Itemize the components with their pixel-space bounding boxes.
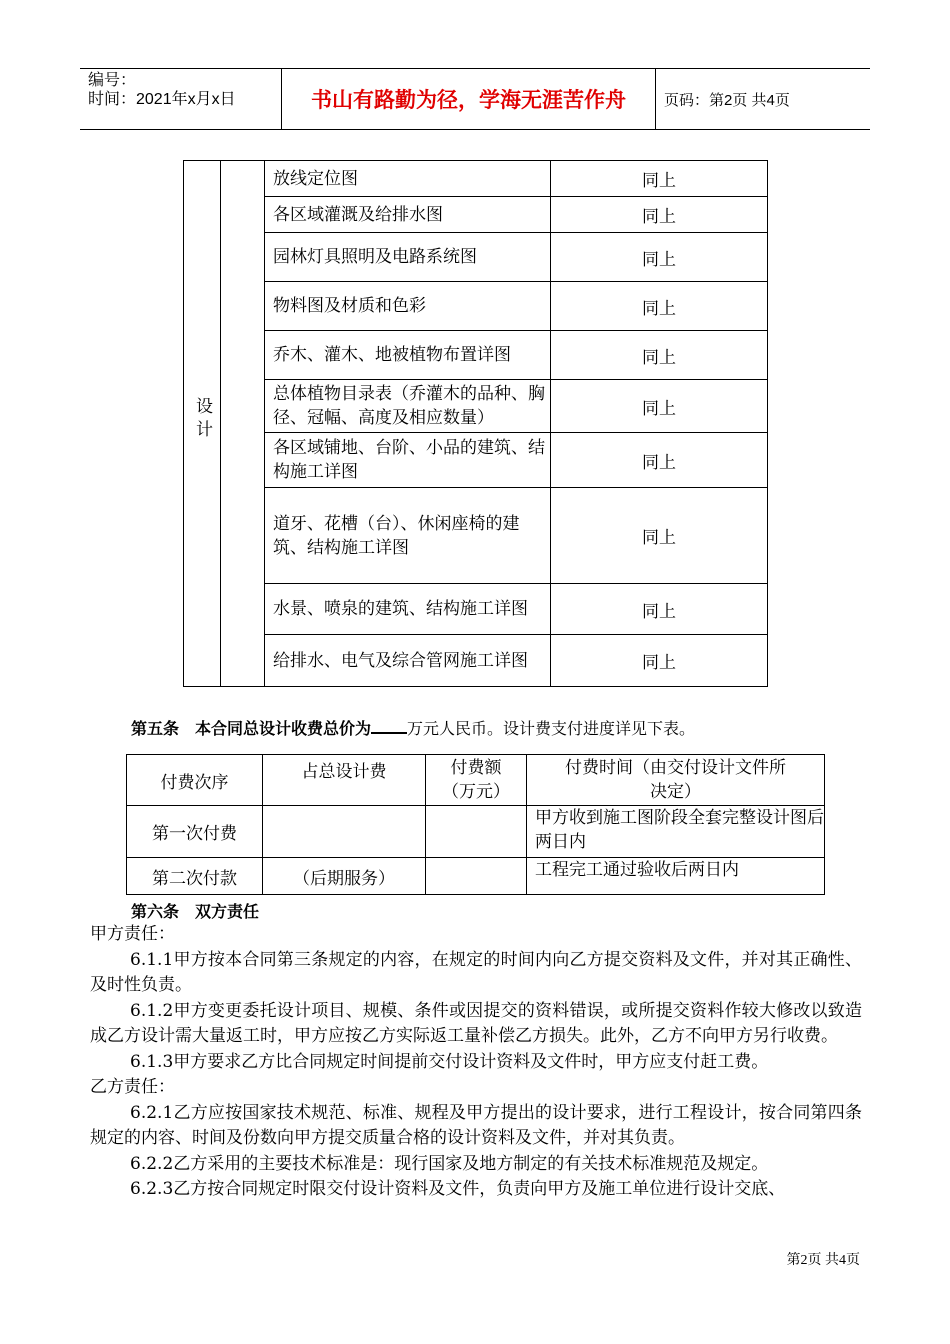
clause-6-1-2: 6.1.2甲方变更委托设计项目、规模、条件或因提交的资料错误，或所提交资料作较大修改以致造成乙方设计需大量返工时，甲方应按乙方实际返工量补偿乙方损失。此外，乙方不向甲方另行收费。 [90, 1000, 862, 1046]
table-row [127, 858, 825, 895]
amount-cell [426, 858, 527, 895]
item-cell: 水景、喷泉的建筑、结构施工详图 [265, 584, 551, 635]
table-row [184, 380, 768, 433]
item-cell: 各区域灌溉及给排水图 [265, 197, 551, 233]
ratio-cell [263, 806, 426, 858]
header-meta [88, 71, 236, 109]
note-cell: 同上 [551, 635, 768, 687]
item-cell: 各区域铺地、台阶、小品的建筑、结构施工详图 [265, 433, 551, 488]
table-row [184, 488, 768, 584]
payment-schedule-table [126, 754, 825, 895]
table-row [184, 233, 768, 282]
header-cell: 付费额（万元） [426, 755, 527, 806]
item-cell: 园林灯具照明及电路系统图 [265, 233, 551, 282]
header-divider [655, 69, 656, 129]
blank-column [221, 161, 265, 687]
article-5-heading: 第五条 本合同总设计收费总价为 [131, 719, 372, 738]
clause-6-2-1: 6.2.1乙方应按国家技术规范、标准、规程及甲方提出的设计要求，进行工程设计，按合同第四条规定的内容、时间及份数向甲方提交质量合格的设计资料及文件，并对其负责。 [90, 1102, 862, 1148]
table-row [184, 197, 768, 233]
table-row [184, 331, 768, 380]
table-row [184, 433, 768, 488]
time-cell: 工程完工通过验收后两日内 [527, 858, 825, 895]
header-page-number: 页码：第2页 共4页 [664, 91, 790, 109]
note-cell: 同上 [551, 584, 768, 635]
item-cell: 乔木、灌木、地被植物布置详图 [265, 331, 551, 380]
table-row [184, 584, 768, 635]
time-cell: 甲方收到施工图阶段全套完整设计图后两日内 [527, 806, 825, 858]
table-row [184, 635, 768, 687]
note-cell: 同上 [551, 197, 768, 233]
clause-6-2-3: 6.2.3乙方按合同规定时限交付设计资料及文件，负责向甲方及施工单位进行设计交底、 [130, 1179, 786, 1199]
item-cell [265, 380, 551, 433]
category-label: 设计 [192, 397, 212, 443]
note-cell: 同上 [551, 282, 768, 331]
item-cell: 给排水、电气及综合管网施工详图 [265, 635, 551, 687]
item-text: 总体植物目录表（乔灌木的品种、胸径、冠幅、高度及相应数量） [273, 384, 545, 428]
note-cell: 同上 [551, 380, 768, 433]
item-cell: 放线定位图 [265, 161, 551, 197]
table-header-row [127, 755, 825, 806]
page-header [80, 68, 870, 130]
note-cell: 同上 [551, 233, 768, 282]
header-cell: 占总设计费 [263, 755, 426, 806]
design-deliverables-table [183, 160, 768, 687]
article-5 [131, 716, 695, 739]
clause-6-1-1: 6.1.1甲方按本合同第三条规定的内容，在规定的时间内向乙方提交资料及文件，并对其正确性、及时性负责。 [90, 949, 862, 995]
item-cell: 道牙、花槽（台）、休闲座椅的建筑、结构施工详图 [265, 488, 551, 584]
amount-cell [426, 806, 527, 858]
amount-blank [371, 718, 407, 734]
header-number: 编号： [88, 72, 137, 89]
item-cell: 物料图及材质和色彩 [265, 282, 551, 331]
table-row [184, 161, 768, 197]
article-6-body [90, 922, 862, 1203]
party-a-heading: 甲方责任： [90, 924, 175, 944]
table-row [184, 282, 768, 331]
note-cell: 同上 [551, 331, 768, 380]
page-footer: 第2页 共4页 [786, 1253, 860, 1268]
party-b-heading: 乙方责任： [90, 1077, 175, 1097]
table-row [127, 806, 825, 858]
header-cell: 付费时间（由交付设计文件所决定） [527, 755, 825, 806]
header-motto: 书山有路勤为径，学海无涯苦作舟 [311, 88, 626, 112]
header-cell: 付费次序 [127, 755, 263, 806]
clause-6-1-3: 6.1.3甲方要求乙方比合同规定时间提前交付设计资料及文件时，甲方应支付赶工费。 [130, 1051, 769, 1072]
article-6-heading: 第六条 双方责任 [131, 902, 260, 921]
note-cell: 同上 [551, 488, 768, 584]
article-5-text: 万元人民币。设计费支付进度详见下表。 [407, 719, 696, 738]
note-cell: 同上 [551, 161, 768, 197]
category-cell [184, 161, 221, 687]
order-cell: 第一次付费 [127, 806, 263, 858]
note-cell: 同上 [551, 433, 768, 488]
header-date: 时间：2021年x月x日 [88, 91, 236, 108]
order-cell: 第二次付款 [127, 858, 263, 895]
clause-6-2-2: 6.2.2乙方采用的主要技术标准是：现行国家及地方制定的有关技术标准规范及规定。 [130, 1153, 769, 1174]
ratio-cell: （后期服务） [263, 858, 426, 895]
